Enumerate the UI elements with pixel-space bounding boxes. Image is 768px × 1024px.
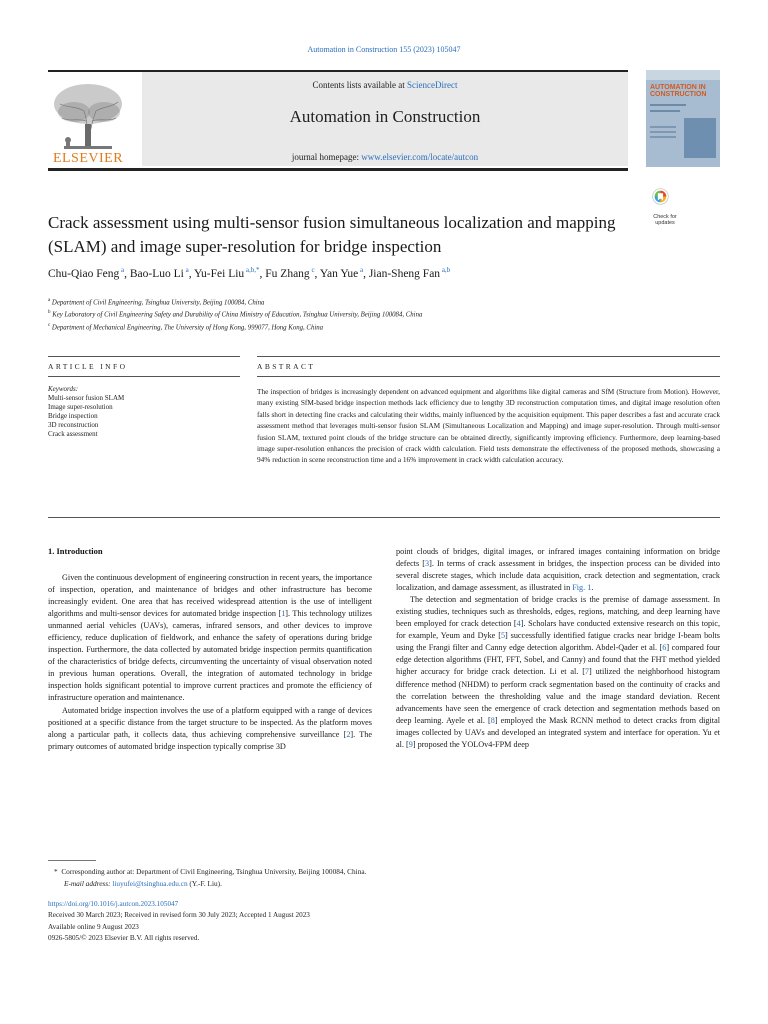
corresponding-author-text: Corresponding author at: Department of Civil Engineering, Tsinghua University, Beijing 100084, China. [61,867,367,876]
journal-title: Automation in Construction [289,107,481,126]
abstract-top-rule [257,356,720,357]
header-bottom-rule [48,168,628,171]
abstract-heading: ABSTRACT [257,362,316,371]
journal-cover-thumbnail[interactable] [646,70,720,167]
affiliation-text: Key Laboratory of Civil Engineering Safety and Durability of China Ministry of Education, Tsinghua University, Beijing 100084, China [50,311,423,319]
cover-line [650,110,680,112]
affiliation-mark: a [48,298,51,303]
check-for-updates-icon[interactable] [652,188,678,214]
author-name[interactable]: Jian-Sheng Fan [368,268,441,280]
author-name[interactable]: Fu Zhang [265,268,310,280]
journal-citation-link[interactable]: Automation in Construction 155 (2023) 105047 [307,45,461,54]
paper-title: Crack assessment using multi-sensor fusion simultaneous localization and mapping (SLAM) and image super-resolution for bridge inspection [48,213,616,256]
affiliation-item [48,308,668,320]
elsevier-wordmark: ELSEVIER [52,151,124,166]
keyword-item: Bridge inspection [48,412,98,421]
sciencedirect-link[interactable]: ScienceDirect [407,80,458,90]
author-separator: , [314,268,320,280]
keyword-item: 3D reconstruction [48,421,99,430]
cover-title-line-2: CONSTRUCTION [650,91,707,98]
author-separator: , [124,268,130,280]
ref-link-5[interactable]: 5 [500,631,506,641]
ref-link-3[interactable]: 3 [425,559,430,569]
keyword-item: Image super-resolution [48,403,113,412]
author-name[interactable]: Yu-Fei Liu [194,268,245,280]
footnote-rule [48,860,96,861]
right-column [396,546,720,751]
email-suffix: (Y.-F. Liu). [187,878,222,888]
abstract-text: The inspection of bridges is increasingly dependent on advanced equipment and algorithms like digital cameras and SfM (Structure from Motion). However, many existing SfM-based bridge inspection methods lack efficiency due to lengthy 3D reconstruction computation times, and digital image resolution often falls short in detecting fine cracks and calculating their widths, mainly influenced by the acquisition equipment. This paper describes a fast and accurate crack assessment method that leverages multi-sensor fusion SLAM (Simultaneous Localization and Mapping) and image super-resolution. Through multi-sensor fusion SLAM, textured point clouds of the bridge structure can be obtained directly, significantly improving efficiency. Furthermore, deep learning-based image super-resolution enhances the precision of crack width calculation. Field tests demonstrate the effectiveness of the proposed methods, showcasing a 94% reduction in scene reconstruction time and a 16% improvement in crack width calculation accuracy. [257,387,720,465]
ref-link-6[interactable]: 6 [662,643,667,653]
affiliation-item [48,321,668,333]
corresponding-author-note [48,866,648,878]
affiliations [48,296,668,333]
abstract-bottom-rule [257,376,720,377]
check-for-updates-label[interactable] [640,214,690,226]
intro-paragraph-4: The detection and segmentation of bridge cracks is the premise of damage assessment. In existing studies, techniques such as thresholds, edges, regions, matching, and deep learning have been employed for crack detection [4]. Scholars have conducted extensive research on this topic, for example, Yeum and Dyke [5] successfully identified fatigue cracks near bridge I-beam bolts using the Frangi filter and Canny edge detection algorithm. Abdel-Qader et al. [6] compared four edge detection algorithms (FHT, FFT, Sobel, and Canny) and found that the FHT method yielded higher accuracy for bridge crack detection. Li et al. [7] utilized the neighborhood histogram difference method (NHDM) to perform crack segmentation based on the continuity of cracks and the correlation between the thresholding value and the image standard deviation. Recent advancements have seen the emergence of crack detection and segmentation methods based on deep learning. Ayele et al. [8] employed the Mask RCNN method to detect cracks from digital images collected by UAVs and developed an integrated system and interface for operation. Yu et al. [9] proposed the YOLOv4-FPM deep [396,595,720,749]
ref-link-2[interactable]: 2 [346,729,351,739]
contents-prefix: Contents lists available at [312,80,407,90]
ref-link-9[interactable]: 9 [408,739,413,749]
email-label: E-mail address: [64,878,111,888]
ref-link-1[interactable]: 1 [281,609,286,619]
introduction-heading: 1. Introduction [48,546,103,556]
affiliation-mark: c [48,322,51,328]
article-metadata [48,899,648,944]
author-affiliation-mark[interactable]: a,b,* [244,266,260,275]
check-updates-line-2: updates [655,220,675,226]
article-info-heading: ARTICLE INFO [48,362,128,371]
author-name[interactable]: Bao-Luo Li [129,268,184,280]
figure-1-link[interactable]: Fig. 1 [572,583,592,593]
keyword-item: Multi-sensor fusion SLAM [48,394,125,403]
contents-available-line [142,80,628,90]
keyword-item: Crack assessment [48,430,98,439]
check-updates-line-1: Check for [653,214,677,220]
cover-line [650,136,676,138]
intro-paragraph-3: point clouds of bridges, digital images, or infrared images containing information on bridge defects [3]. In terms of crack assessment in bridges, the inspection process can be divided into several discrete stages, which include data acquisition, crack detection and segmentation, crack localization, and damage assessment, as illustrated in Fig. 1. [396,547,720,593]
left-column [48,572,372,753]
cover-line [650,131,676,133]
author-separator: , [188,268,195,280]
cover-image-block [684,118,716,158]
homepage-link[interactable]: www.elsevier.com/locate/autcon [361,152,479,162]
doi-link[interactable]: https://doi.org/10.1016/j.autcon.2023.105047 [48,900,179,908]
intro-paragraph-2: Automated bridge inspection involves the use of a platform equipped with a range of devices positioned at a specific distance from the target structure to be inspected. As the platform moves along a particular path, it collects data, thus achieving comprehensive surveillance [2]. The primary outcomes of automated bridge inspection typically comprise 3D [48,705,372,751]
author-separator: , [363,268,369,280]
author-name[interactable]: Chu-Qiao Feng [48,268,120,280]
email-link[interactable]: liuyufei@tsinghua.edu.cn [112,878,188,888]
cover-title-line-1: AUTOMATION IN [650,84,706,91]
copyright: 0926-5805/© 2023 Elsevier B.V. All rights reserved. [48,933,200,942]
cover-top-strip [646,70,720,80]
cover-title [650,84,716,98]
cover-line [650,126,676,128]
ref-link-7[interactable]: 7 [584,667,590,677]
author-affiliation-mark[interactable]: a,b [440,266,451,275]
received-dates: Received 30 March 2023; Received in revised form 30 July 2023; Accepted 1 August 2023 [48,911,310,920]
author-affiliation-mark[interactable]: c [309,266,315,275]
email-line [48,878,648,890]
affiliation-item [48,296,668,308]
affiliation-text: Department of Civil Engineering, Tsinghua University, Beijing 100084, China [50,299,265,307]
author-affiliation-mark[interactable]: a [119,266,125,275]
intro-paragraph-1: Given the continuous development of engineering construction in recent years, the importance of inspection, operation, and maintenance of bridges and other infrastructure has become increasingly evident. One area that has received widespread attention is the use of intelligent algorithms and multi-sensor devices for automated bridge inspection [1]. This technology utilizes unmanned aerial vehicles (UAVs), cameras, infrared sensors, and other devices to improve efficiency, reduce duplication of fieldwork, and enhance the safety of operations during bridge inspection. Furthermore, the data collected by automated bridge inspection permits quantification of the characteristics of bridge defects, circumventing the uncertainty of visual observation noted in previous human operations. Overall, the integration of automated technology in bridge inspection holds significant potential to improve current practices and promote the efficiency of infrastructure operation and maintenance. [48,573,372,703]
author-list [48,268,648,280]
corresponding-star: * [54,867,58,876]
ref-link-4[interactable]: 4 [516,619,521,629]
author-affiliation-mark[interactable]: a [183,266,189,275]
article-info-bottom-rule [48,376,240,377]
ref-link-8[interactable]: 8 [490,715,495,725]
homepage-prefix: journal homepage: [291,152,362,162]
affiliation-text: Department of Mechanical Engineering, The University of Hong Kong, 999077, Hong Kong, China [50,323,324,331]
keywords-label: Keywords: [48,385,79,393]
keywords-list [48,394,238,439]
cover-line [650,104,686,106]
author-name[interactable]: Yan Yue [319,268,359,280]
article-info-top-rule [48,356,240,357]
available-online: Available online 9 August 2023 [48,922,139,931]
abstract-end-rule [48,517,720,518]
footnote-block [48,866,648,889]
affiliation-mark: b [48,310,51,316]
author-affiliation-mark[interactable]: a [358,266,364,275]
author-separator: , [259,268,266,280]
keywords-block [48,385,238,440]
journal-homepage-line [142,152,628,162]
